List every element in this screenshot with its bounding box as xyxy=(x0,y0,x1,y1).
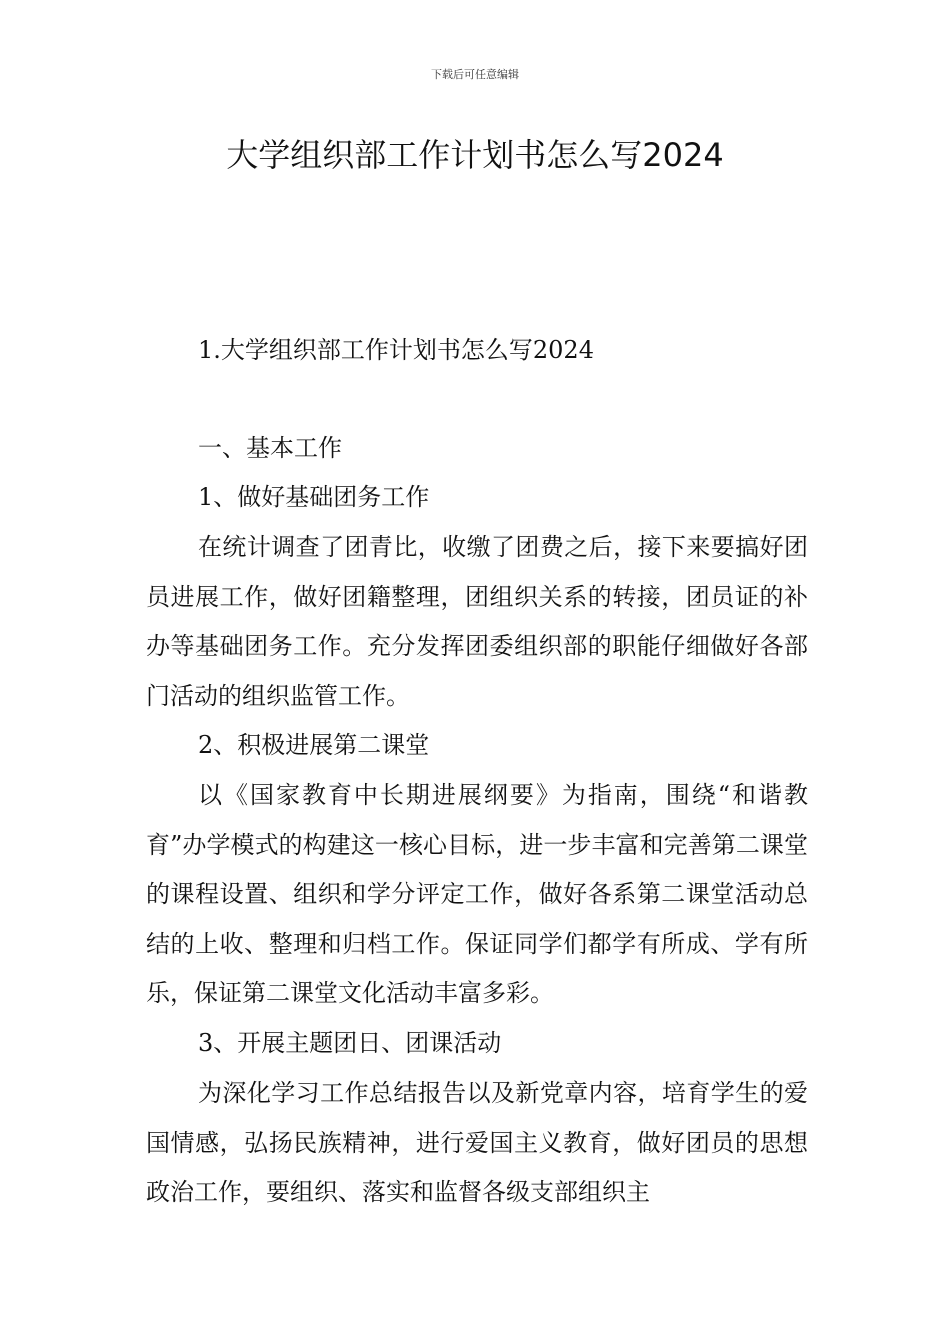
subtitle-line: 1.大学组织部工作计划书怎么写2024 xyxy=(198,336,594,364)
item-heading-3: 3、开展主题团日、团课活动 xyxy=(198,1029,502,1057)
paragraph-3-block xyxy=(146,1069,808,1218)
document-title: 大学组织部工作计划书怎么写2024 xyxy=(226,136,724,174)
paragraph-1-block xyxy=(146,523,808,721)
paragraph-2: 以《国家教育中长期进展纲要》为指南，围绕“和谐教育”办学模式的构建这一核心目标，进一步丰富和完善第二课堂的课程设置、组织和学分评定工作，做好各系第二课堂活动总结的上收、整理和归档工作。保证同学们都学有所成、学有所乐，保证第二课堂文化活动丰富多彩。 xyxy=(146,781,808,1007)
section-heading: 一、基本工作 xyxy=(198,434,342,462)
paragraph-2-block xyxy=(146,771,808,1019)
item-heading-2: 2、积极进展第二课堂 xyxy=(198,731,430,759)
item-heading-1: 1、做好基础团务工作 xyxy=(198,483,430,511)
header-note: 下载后可任意编辑 xyxy=(431,68,519,81)
paragraph-1: 在统计调查了团青比，收缴了团费之后，接下来要搞好团员进展工作，做好团籍整理，团组织关系的转接，团员证的补办等基础团务工作。充分发挥团委组织部的职能仔细做好各部门活动的组织监管工作。 xyxy=(146,533,808,710)
paragraph-3: 为深化学习工作总结报告以及新党章内容，培育学生的爱国情感，弘扬民族精神，进行爱国主义教育，做好团员的思想政治工作，要组织、落实和监督各级支部组织主 xyxy=(146,1079,808,1206)
